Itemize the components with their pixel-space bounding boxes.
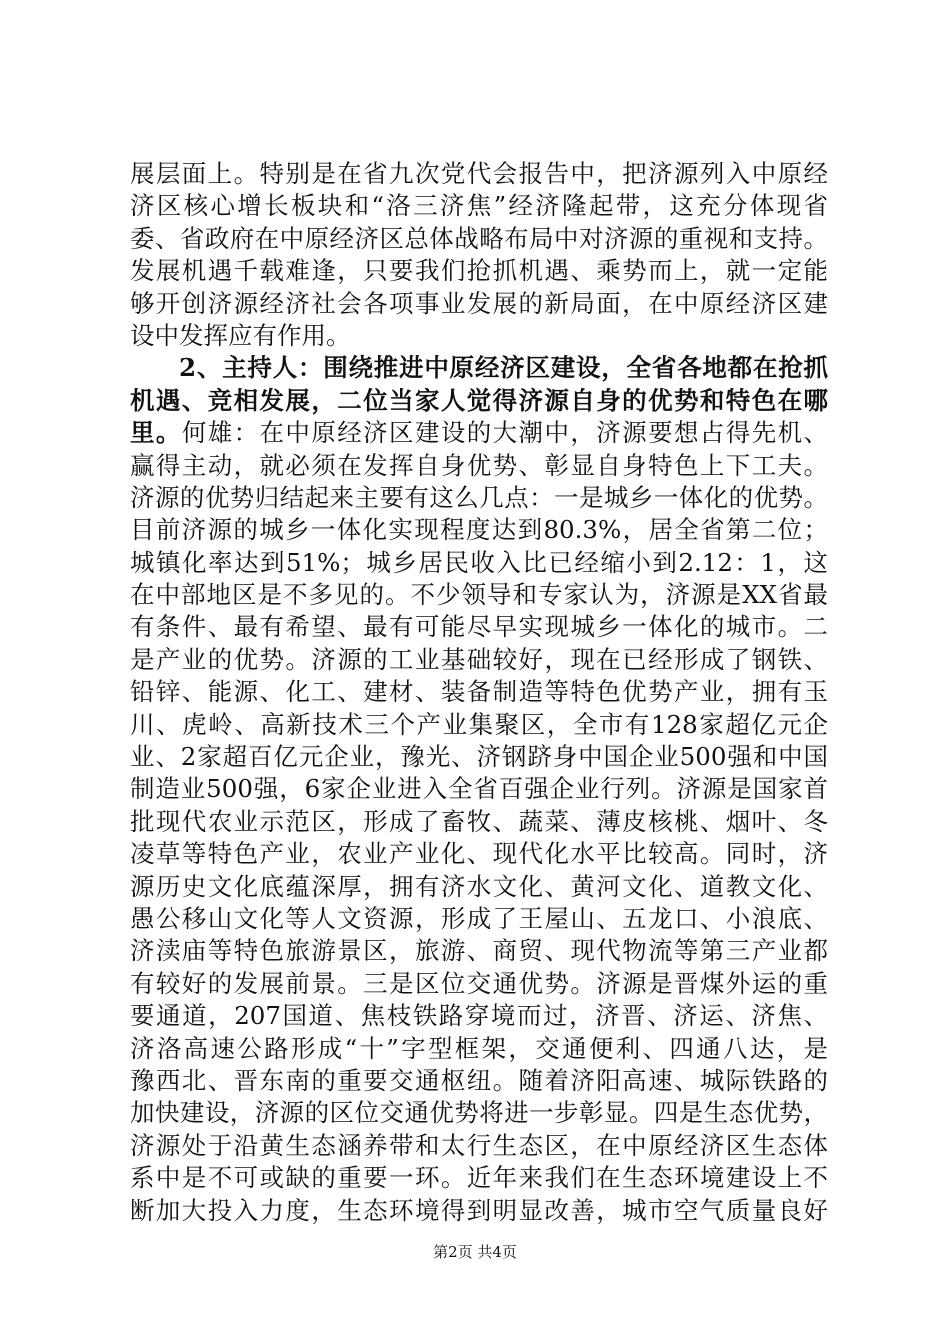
text-line: 赢得主动，就必须在发挥自身优势、彰显自身特色上下工夫。 xyxy=(130,450,828,480)
text-line: 加快建设，济源的区位交通优势将进一步彰显。四是生态优势， xyxy=(130,1098,828,1128)
text-line: 城镇化率达到51%；城乡居民收入比已经缩小到2.12：1，这 xyxy=(130,547,828,577)
document-body xyxy=(130,158,828,1227)
text-line: 要通道，207国道、焦枝铁路穿境而过，济晋、济运、济焦、 xyxy=(130,1001,828,1031)
text-line: 系中是不可或缺的重要一环。近年来我们在生态环境建设上不 xyxy=(130,1163,828,1193)
question-text: 2、主持人：围绕推进中原经济区建设，全省各地都在抢抓 xyxy=(179,353,828,383)
text-line: 豫西北、晋东南的重要交通枢纽。随着济阳高速、城际铁路的 xyxy=(130,1065,828,1095)
text-line: 断加大投入力度，生态环境得到明显改善，城市空气质量良好 xyxy=(130,1195,828,1225)
text-line: 展层面上。特别是在省九次党代会报告中，把济源列入中原经 xyxy=(130,159,828,188)
answer-start-line xyxy=(130,417,828,449)
question-text: 机遇、竞相发展，二位当家人觉得济源自身的优势和特色在哪 xyxy=(130,385,828,415)
text-line: 设中发挥应有作用。 xyxy=(130,320,351,350)
text-line: 业、2家超百亿元企业，豫光、济钢跻身中国企业500强和中国 xyxy=(130,742,828,772)
text-line: 够开创济源经济社会各项事业发展的新局面，在中原经济区建 xyxy=(130,288,828,318)
text-line: 凌草等特色产业，农业产业化、现代化水平比较高。同时，济 xyxy=(130,839,828,869)
text-line: 有条件、最有希望、最有可能尽早实现城乡一体化的城市。二 xyxy=(130,612,828,642)
text-line: 批现代农业示范区，形成了畜牧、蔬菜、薄皮核桃、烟叶、冬 xyxy=(130,806,828,836)
text-line: 有较好的发展前景。三是区位交通优势。济源是晋煤外运的重 xyxy=(130,968,828,998)
text-line: 是产业的优势。济源的工业基础较好，现在已经形成了钢铁、 xyxy=(130,644,828,674)
text-line: 铅锌、能源、化工、建材、装备制造等特色优势产业，拥有玉 xyxy=(130,677,828,707)
text-line: 委、省政府在中原经济区总体战略布局中对济源的重视和支持。 xyxy=(130,223,828,253)
text-line: 济渎庙等特色旅游景区，旅游、商贸、现代物流等第三产业都 xyxy=(130,936,828,966)
question-text: 里。 xyxy=(130,418,182,448)
text-line: 川、虎岭、高新技术三个产业集聚区，全市有128家超亿元企 xyxy=(130,709,828,739)
page-footer: 第2页 共4页 xyxy=(433,1243,517,1261)
question-line xyxy=(130,352,828,384)
text-line: 目前济源的城乡一体化实现程度达到80.3%，居全省第二位； xyxy=(130,515,828,545)
text-line: 发展机遇千载难逢，只要我们抢抓机遇、乘势而上，就一定能 xyxy=(130,256,828,286)
text-line: 济源处于沿黄生态涵养带和太行生态区，在中原经济区生态体 xyxy=(130,1130,828,1160)
text-line: 济源的优势归结起来主要有这么几点：一是城乡一体化的优势。 xyxy=(130,482,828,512)
text-line: 愚公移山文化等人文资源，形成了王屋山、五龙口、小浪底、 xyxy=(130,903,828,933)
text-line: 源历史文化底蕴深厚，拥有济水文化、黄河文化、道教文化、 xyxy=(130,871,828,901)
text-line: 济区核心增长板块和“洛三济焦”经济隆起带，这充分体现省 xyxy=(130,191,828,221)
text-line: 在中部地区是不多见的。不少领导和专家认为，济源是XX省最 xyxy=(130,580,828,610)
text-line: 济洛高速公路形成“十”字型框架，交通便利、四通八达，是 xyxy=(130,1033,828,1063)
answer-text: 何雄：在中原经济区建设的大潮中，济源要想占得先机、 xyxy=(181,418,829,448)
question-line xyxy=(130,385,828,417)
text-line: 制造业500强，6家企业进入全省百强企业行列。济源是国家首 xyxy=(130,774,828,804)
